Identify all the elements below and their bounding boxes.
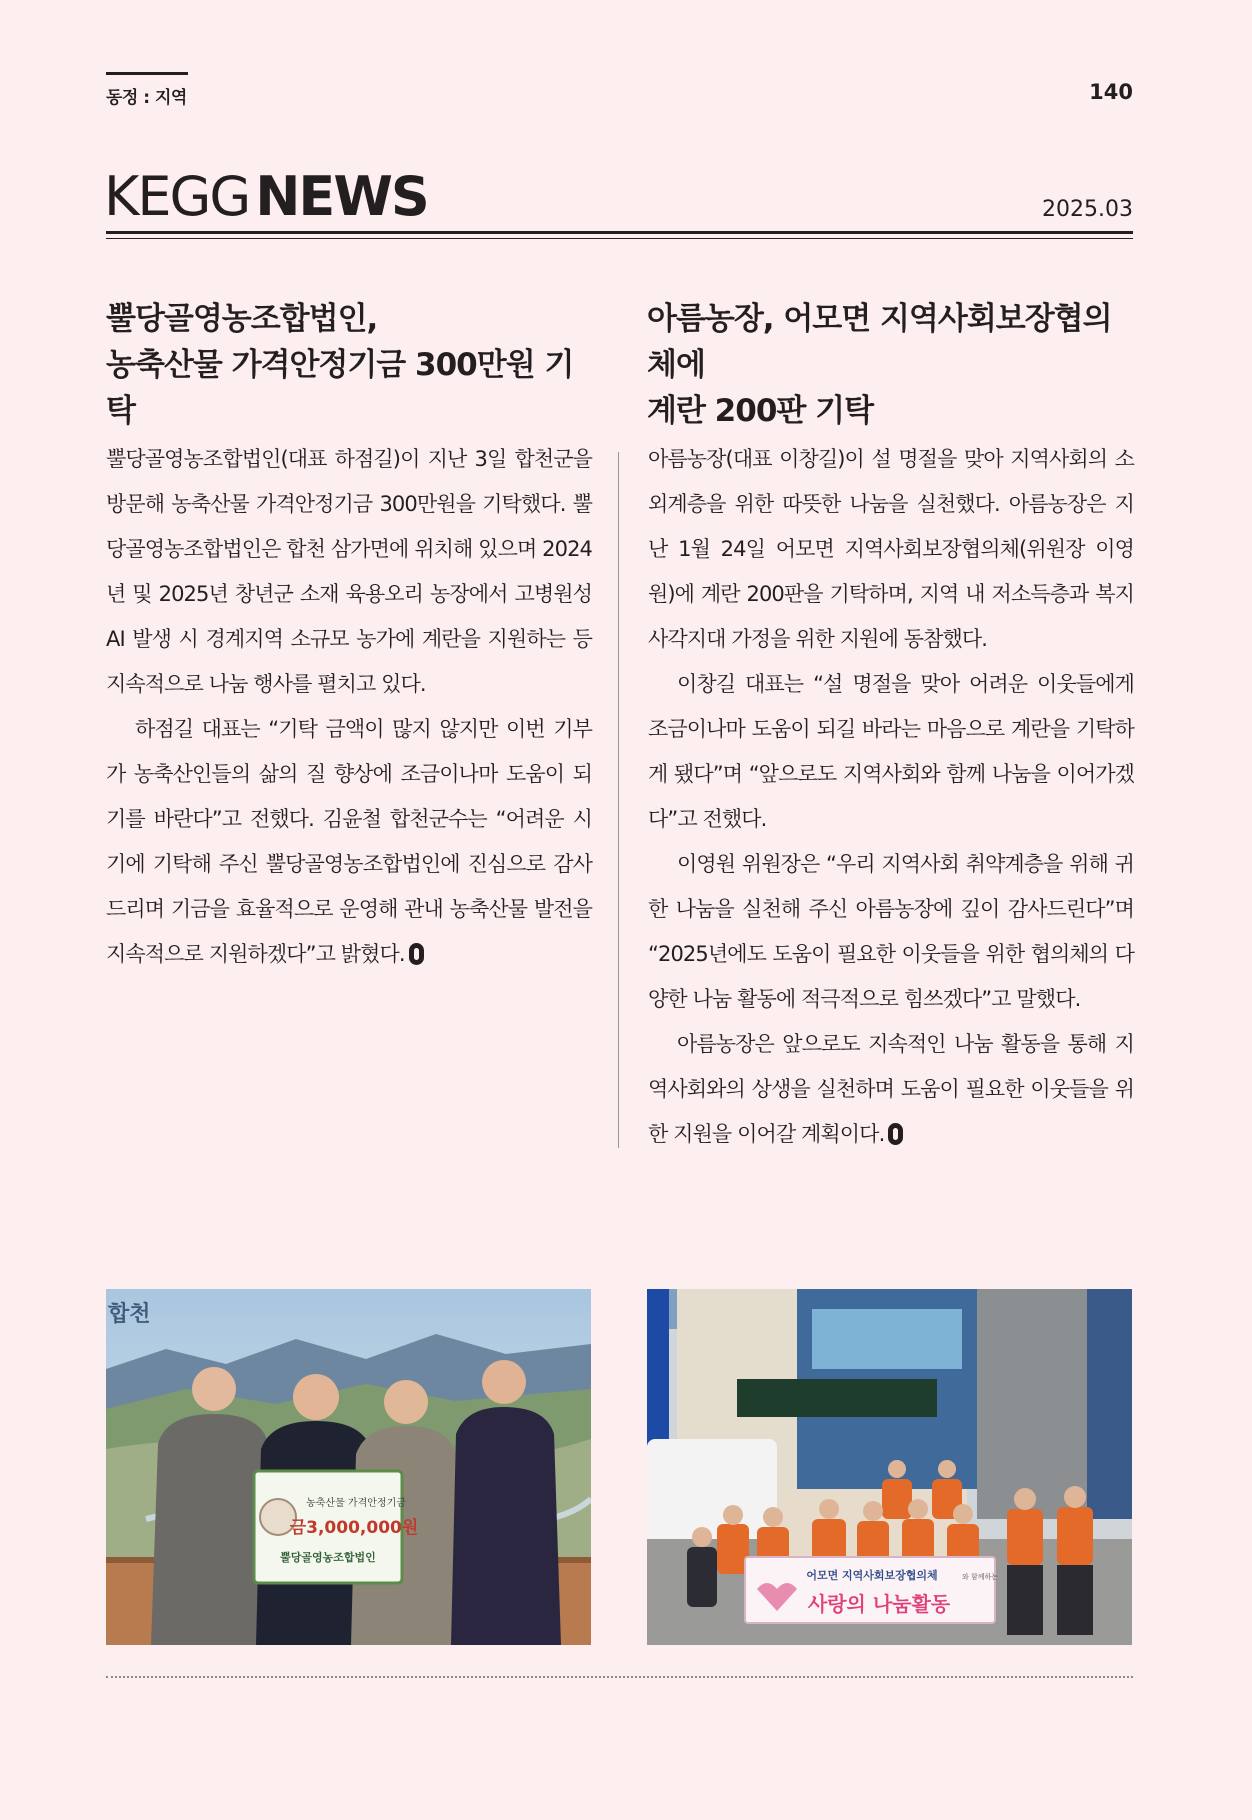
masthead-kegg: KEGG [104, 165, 250, 228]
title-line: 계란 200판 기탁 [647, 393, 874, 429]
paragraph-text: 하점길 대표는 “기탁 금액이 많지 않지만 이번 기부가 농축산인들의 삶의 질 향상에 조금이나마 도움이 되기를 바란다”고 전했다. 김윤철 합천군수는 “어려운 시기에 기탁해 주신 뿔당골영농조합법인에 진심으로 감사드리며 기금을 효율적으로 운영해 관내 농축산물 발전을 지속적으로 지원하겠다”고 밝혔다. [106, 717, 592, 966]
title-line: 뿔당골영농조합법인, [106, 301, 378, 337]
column-divider [618, 452, 619, 1148]
article-body-right [648, 437, 1134, 1157]
title-line: 농축산물 가격안정기금 300만원 기탁 [106, 347, 574, 429]
masthead-rule [106, 231, 1133, 234]
paragraph: 아름농장(대표 이창길)이 설 명절을 맞아 지역사회의 소외계층을 위한 따뜻한 나눔을 실천했다. 아름농장은 지난 1월 24일 어모면 지역사회보장협의체(위원장 이영원)에 계란 200판을 기탁하며, 지역 내 저소득층과 복지사각지대 가정을 위한 지원에 동참했다. [648, 447, 1134, 651]
page-number: 140 [1089, 80, 1133, 104]
masthead [104, 165, 428, 228]
volunteers-photo-illustration [647, 1289, 1132, 1645]
title-line: 아름농장, 어모면 지역사회보장협의체에 [647, 301, 1112, 383]
paragraph [648, 1022, 1134, 1157]
end-mark-icon [409, 943, 424, 965]
banner-line2: 사랑의 나눔활동 [807, 1592, 951, 1616]
article-title-right [647, 296, 1137, 434]
donation-sign [254, 1471, 418, 1583]
banner-text: 합천 [108, 1302, 151, 1327]
paragraph: 뿔당골영농조합법인(대표 하점길)이 지난 3일 합천군을 방문해 농축산물 가격안정기금 300만원을 기탁했다. 뿔당골영농조합법인은 합천 삼가면에 위치해 있으며 2024년 및 2025년 창년군 소재 육용오리 농장에서 고병원성AI 발생 시 경계지역 소규모 농가에 계란을 지원하는 등 지속적으로 나눔 행사를 펼치고 있다. [106, 447, 592, 696]
banner-small: 와 함께하는 [962, 1573, 999, 1581]
sign-amount: 금3,000,000원 [289, 1518, 419, 1538]
end-mark-icon [888, 1123, 903, 1145]
section-label: 동정 : 지역 [106, 72, 188, 108]
banner-line1: 어모면 지역사회보장협의체 [806, 1569, 938, 1582]
masthead-news: NEWS [255, 165, 428, 228]
volunteer-banner [745, 1557, 998, 1623]
paragraph: 이영원 위원장은 “우리 지역사회 취약계층을 위해 귀한 나눔을 실천해 주신 아름농장에 깊이 감사드린다”며 “2025년에도 도움이 필요한 이웃들을 위한 협의체의 다양한 나눔 활동에 적극적으로 힘쓰겠다”고 말했다. [648, 852, 1134, 1011]
bottom-dotted-rule [106, 1676, 1133, 1678]
photo-donation-ceremony [106, 1289, 591, 1645]
paragraph: 이창길 대표는 “설 명절을 맞아 어려운 이웃들에게 조금이나마 도움이 되길 바라는 마음으로 계란을 기탁하게 됐다”며 “앞으로도 지역사회와 함께 나눔을 이어가겠다”고 전했다. [648, 672, 1134, 831]
article-title-left [106, 296, 596, 434]
paragraph [106, 707, 592, 977]
ceremony-photo-illustration [106, 1289, 591, 1645]
sign-org: 뿔당골영농조합법인 [280, 1551, 376, 1564]
masthead-rule-thin [106, 238, 1133, 239]
paragraph-text: 아름농장은 앞으로도 지속적인 나눔 활동을 통해 지역사회와의 상생을 실천하며 도움이 필요한 이웃들을 위한 지원을 이어갈 계획이다. [648, 1032, 1134, 1146]
article-body-left [106, 437, 592, 977]
sign-line1: 농축산물 가격안정기금 [306, 1498, 406, 1509]
photo-volunteers [647, 1289, 1132, 1645]
issue-date: 2025.03 [1042, 197, 1133, 222]
